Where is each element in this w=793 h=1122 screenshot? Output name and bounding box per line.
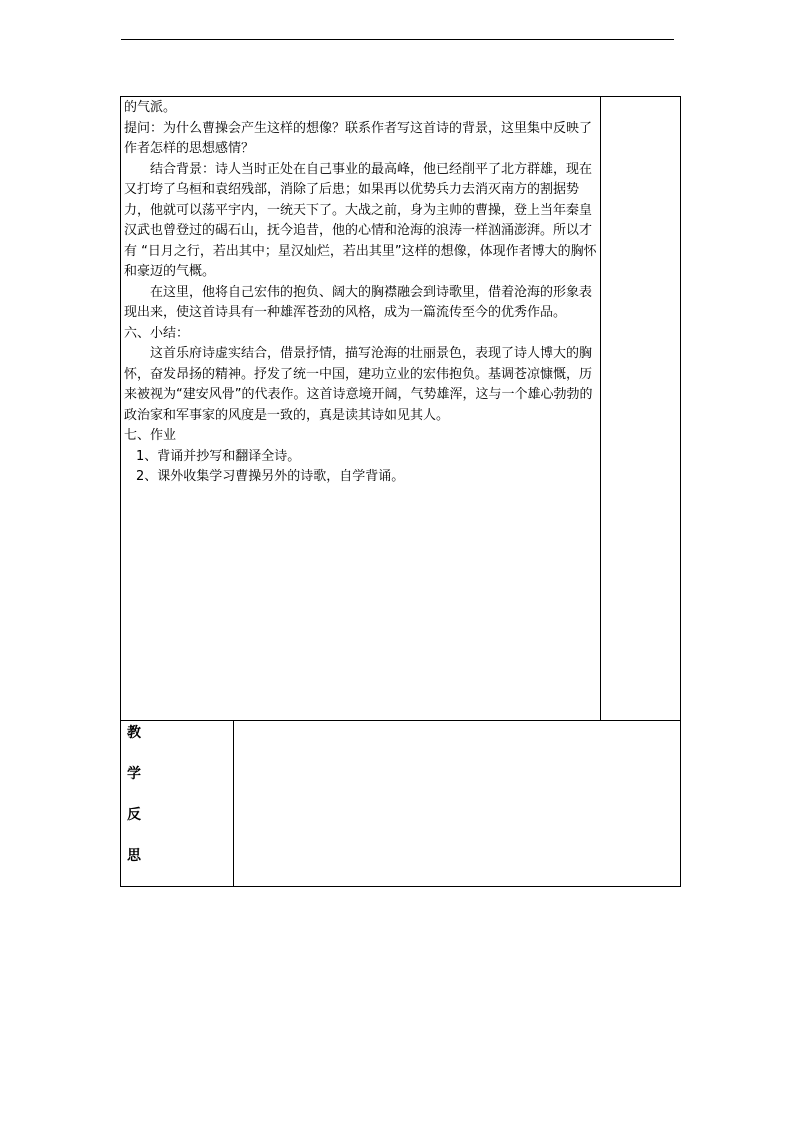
homework-item: 1、背诵并抄写和翻译全诗。 (136, 448, 301, 464)
paragraph-ambition: 在这里，他将自己宏伟的抱负、阔大的胸襟融会到诗歌里，借着沧海的形象表现出来，使这首诗具有一种雄浑苍劲的风格，成为一篇流传至今的优秀作品。 (124, 284, 593, 320)
summary-heading: 六、小结： (124, 325, 190, 341)
teaching-reflection-content[interactable] (235, 722, 679, 885)
reflection-label-char: 反 (127, 807, 141, 823)
homework-heading: 七、作业 (124, 428, 177, 443)
header-rule (121, 39, 674, 40)
reflection-label-char: 学 (127, 766, 141, 782)
teaching-reflection-label (127, 722, 167, 886)
paragraph-question: 提问：为什么曹操会产生这样的想像？联系作者写这首诗的背景，这里集中反映了作者怎样的思想感情？ (124, 120, 593, 156)
reflection-label-char: 教 (127, 725, 141, 741)
summary-text: 这首乐府诗虚实结合，借景抒情，描写沧海的壮丽景色，表现了诗人博大的胸怀，奋发昂扬的精神。抒发了统一中国，建功立业的宏伟抱负。基调苍凉慷慨，历来被视为“建安风骨”的代表作。这首诗意境开阔，气势雄浑，这与一个雄心勃勃的政治家和军事家的风度是一致的，真是读其诗如见其人。 (124, 346, 593, 423)
paragraph-background: 结合背景：诗人当时正处在自己事业的最高峰，他已经削平了北方群雄，现在又打垮了乌桓和袁绍残部，消除了后患；如果再以优势兵力去消灭南方的割据势力，他就可以荡平宇内，一统天下了。大战之前，身为主帅的曹操，登上当年秦皇汉武也曾登过的碣石山，抚今追昔，他的心情和沧海的浪涛一样汹涌澎湃。所以才有 “日月之行，若出其中；星汉灿烂，若出其里”这样的想像，体现作者博大的胸怀和豪迈的气概。 (124, 161, 597, 279)
reflection-label-char: 思 (127, 848, 141, 864)
lesson-content (124, 98, 598, 488)
homework-item: 2、课外收集学习曹操另外的诗歌，自学背诵。 (136, 469, 405, 484)
right-column-divider (600, 96, 601, 721)
reflection-label-divider (233, 720, 234, 887)
paragraph-continuation: 的气派。 (124, 100, 177, 115)
row-divider (120, 720, 681, 721)
